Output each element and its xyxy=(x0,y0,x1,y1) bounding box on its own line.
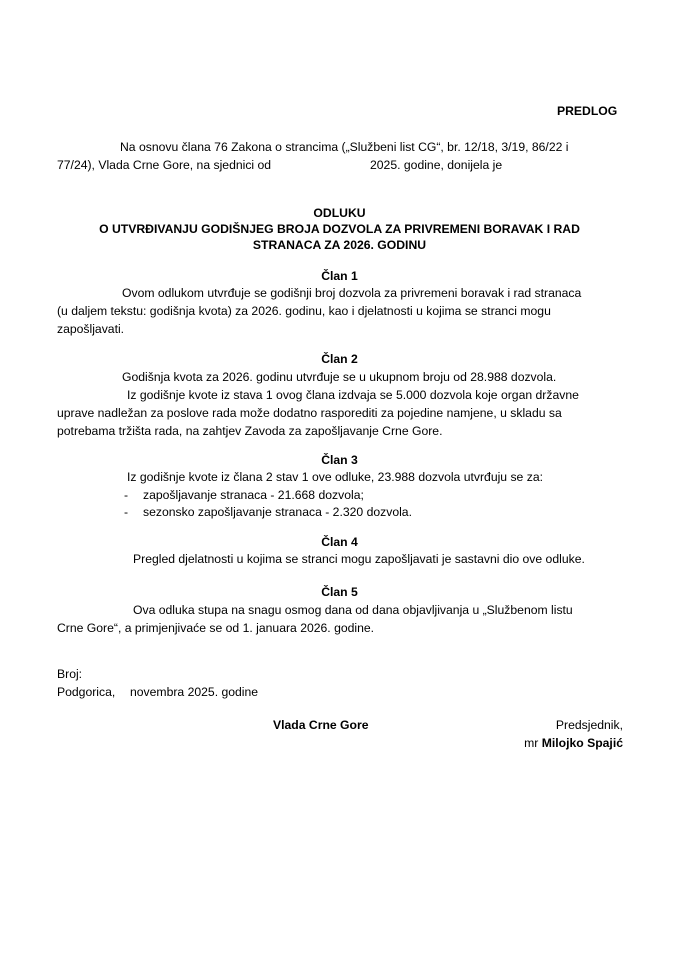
article-1-line-3: zapošljavati. xyxy=(57,322,125,336)
article-1-heading: Član 1 xyxy=(321,269,358,283)
president-signature xyxy=(420,734,623,752)
article-3-heading: Član 3 xyxy=(321,453,358,467)
title-line-1: ODLUKU xyxy=(313,206,366,220)
preamble-line-1: Na osnovu člana 76 Zakona o strancima („Službeni list CG“, br. 12/18, 3/19, 86/22 i xyxy=(120,140,569,154)
preamble-line-2-end: 2025. godine, donijela je xyxy=(370,158,503,172)
government-signature: Vlada Crne Gore xyxy=(273,718,369,732)
title-line-2: O UTVRĐIVANJU GODIŠNJEG BROJA DOZVOLA ZA PRIVREMENI BORAVAK I RAD xyxy=(99,222,580,236)
article-2-paragraph-1: Godišnja kvota za 2026. godinu utvrđuje se u ukupnom broju od 28.988 dozvola. xyxy=(122,370,557,384)
place-label: Podgorica, xyxy=(57,685,116,699)
preamble-line-2-start: 77/24), Vlada Crne Gore, na sjednici od xyxy=(57,158,272,172)
proposal-label: PREDLOG xyxy=(557,104,618,118)
president-name: Milojko Spajić xyxy=(541,736,623,750)
article-4-line-1: Pregled djelatnosti u kojima se stranci mogu zapošljavati je sastavni dio ove odluke. xyxy=(133,552,585,566)
article-3-item-1-bullet: - xyxy=(124,488,129,502)
article-5-line-2: Crne Gore“, a primjenjivaće se od 1. januara 2026. godine. xyxy=(57,621,375,635)
article-2-paragraph-2-line-3: potrebama tržišta rada, na zahtjev Zavoda za zapošljavanje Crne Gore. xyxy=(57,424,443,438)
president-prefix: mr xyxy=(524,736,539,750)
article-4-heading: Član 4 xyxy=(321,535,358,549)
article-2-heading: Član 2 xyxy=(321,352,358,366)
reference-number-label: Broj: xyxy=(57,667,83,681)
article-1-line-2: (u daljem tekstu: godišnja kvota) za 2026. godinu, kao i djelatnosti u kojima se stranci mogu xyxy=(57,304,551,318)
article-2-paragraph-2-line-1: Iz godišnje kvote iz stava 1 ovog člana izdvaja se 5.000 dozvola koje organ državne xyxy=(127,388,579,402)
president-title: Predsjednik, xyxy=(555,718,623,732)
article-3-intro: Iz godišnje kvote iz člana 2 stav 1 ove odluke, 23.988 dozvola utvrđuju se za: xyxy=(127,470,543,484)
article-5-line-1: Ova odluka stupa na snagu osmog dana od dana objavljivanja u „Službenom listu xyxy=(133,603,573,617)
article-2-paragraph-2-line-2: uprave nadležan za poslove rada može dodatno rasporediti za pojedine namjene, u skladu sa xyxy=(57,406,562,420)
article-3-item-1-text: zapošljavanje stranaca - 21.668 dozvola; xyxy=(143,488,364,502)
article-5-heading: Član 5 xyxy=(321,585,358,599)
title-line-3: STRANACA ZA 2026. GODINU xyxy=(252,238,427,252)
article-1-line-1: Ovom odlukom utvrđuje se godišnji broj dozvola za privremeni boravak i rad stranaca xyxy=(122,286,582,300)
article-3-item-2-text: sezonsko zapošljavanje stranaca - 2.320 dozvola. xyxy=(143,505,412,519)
date-text: novembra 2025. godine xyxy=(130,685,259,699)
article-3-item-2-bullet: - xyxy=(124,505,129,519)
